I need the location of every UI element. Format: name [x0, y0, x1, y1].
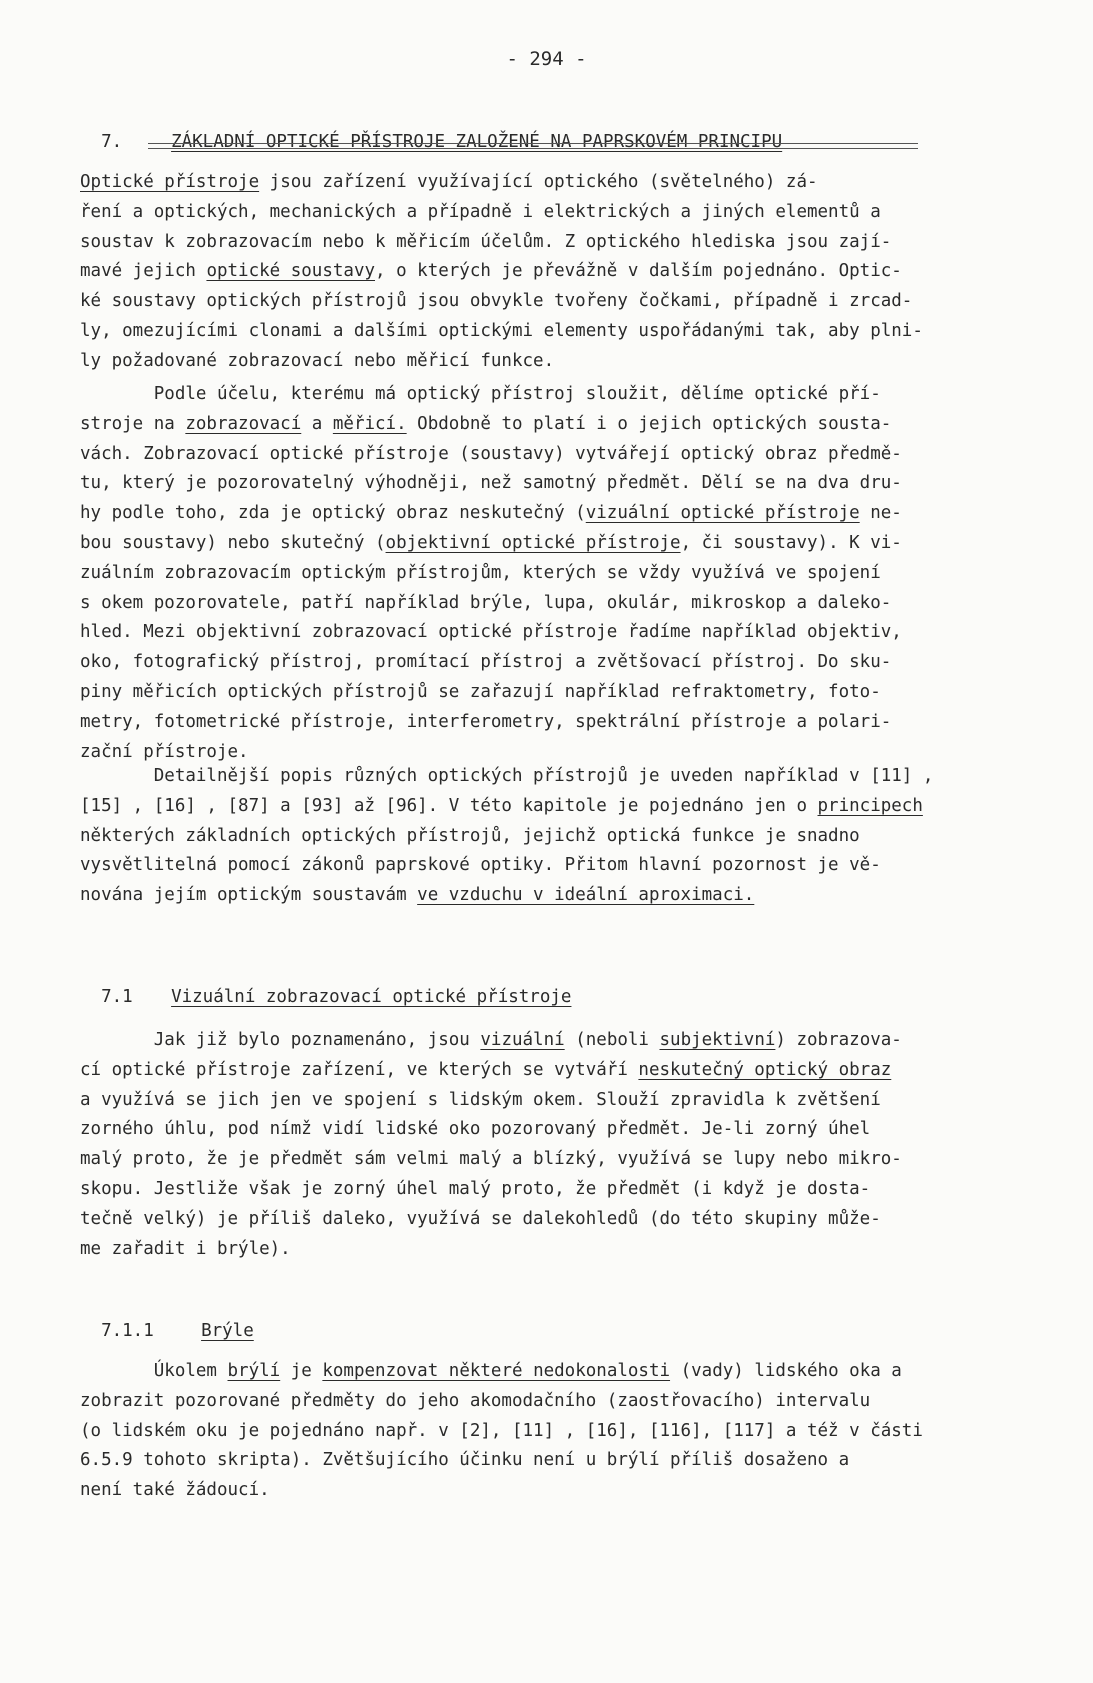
underlined-term: měřicí. — [332, 413, 407, 434]
section-7-1-title: Vizuální zobrazovací optické přístroje — [171, 987, 572, 1007]
text-line — [80, 168, 1045, 198]
text-line — [80, 257, 1045, 287]
text-run: metry, fotometrické přístroje, interferometry, spektrální přístroje a polari- — [80, 711, 892, 732]
section-7-1-heading — [80, 967, 571, 1007]
text-run: ) zobrazova- — [775, 1030, 902, 1050]
text-run: zorného úhlu, pod nímž vidí lidské oko pozorovaný předmět. Je-li zorný úhel — [80, 1119, 871, 1140]
text-run: [15] , [16] , [87] a [93] až [96]. V této kapitole je pojednáno jen o — [80, 795, 818, 816]
underlined-term: principech — [817, 795, 923, 816]
text-run: ly požadované zobrazovací nebo měřicí funkce. — [80, 350, 555, 371]
text-line — [80, 317, 1045, 347]
text-run: Detailnější popis různých optických přístrojů je uveden například v [11] , — [80, 766, 934, 786]
text-run: oko, fotografický přístroj, promítací přístroj a zvětšovací přístroj. Do sku- — [80, 652, 892, 673]
chapter-title: ZÁKLADNÍ OPTICKÉ PŘÍSTROJE ZALOŽENÉ NA PAPRSKOVÉM PRINCIPU — [171, 132, 783, 152]
text-run: piny měřicích optických přístrojů se zařazují například refraktometry, foto- — [80, 681, 881, 702]
underlined-term: kompenzovat některé nedokonalosti — [322, 1361, 671, 1381]
underlined-term: subjektivní — [659, 1030, 776, 1050]
text-line — [80, 1357, 1045, 1387]
text-run: a — [301, 413, 333, 434]
text-run: ne- — [859, 503, 902, 524]
text-run: soustav k zobrazovacím nebo k měřicím účelům. Z optického hlediska jsou zají- — [80, 231, 892, 252]
text-line — [80, 228, 1045, 258]
text-line — [80, 1476, 1045, 1506]
text-run: a využívá se jich jen ve spojení s lidským okem. Slouží zpravidla k zvětšení — [80, 1089, 881, 1110]
text-run: mavé jejich — [80, 261, 207, 282]
text-line — [80, 410, 1045, 440]
underlined-term: vizuální optické přístroje — [585, 503, 860, 524]
text-run: malý proto, že je předmět sám velmi malý a blízký, využívá se lupy nebo mikro- — [80, 1149, 902, 1170]
text-line — [80, 1175, 1045, 1205]
text-run: vách. Zobrazovací optické přístroje (soustavy) vytvářejí optický obraz předmě- — [80, 443, 902, 464]
text-run: s okem pozorovatele, patří například brýle, lupa, okulár, mikroskop a daleko- — [80, 592, 892, 613]
text-line — [80, 648, 1045, 678]
text-line — [80, 822, 1045, 852]
text-line — [80, 678, 1045, 708]
section-7-1-1-title: Brýle — [201, 1321, 254, 1341]
text-line — [80, 851, 1045, 881]
section-7-1-1-number: 7.1.1 — [101, 1321, 154, 1341]
underlined-term: neskutečný optický obraz — [638, 1059, 892, 1080]
text-run: ření a optických, mechanických a případně i elektrických a jiných elementů a — [80, 201, 881, 222]
text-run: ké soustavy optických přístrojů jsou obvykle tvořeny čočkami, případně i zrcad- — [80, 291, 913, 312]
text-run: Podle účelu, kterému má optický přístroj sloužit, dělíme optické pří- — [80, 384, 881, 404]
text-line — [80, 1086, 1045, 1116]
underlined-term: Optické přístroje — [80, 172, 260, 192]
text-run: bou soustavy) nebo skutečný ( — [80, 532, 386, 553]
text-line — [80, 1026, 1045, 1056]
text-run: skopu. Jestliže však je zorný úhel malý proto, že předmět (i když je dosta- — [80, 1178, 871, 1199]
text-run: me zařadit i brýle). — [80, 1238, 291, 1259]
text-line — [80, 618, 1045, 648]
underlined-term: objektivní optické přístroje — [385, 532, 681, 553]
text-run: je — [280, 1361, 323, 1381]
text-run: Úkolem — [80, 1361, 228, 1381]
glasses-paragraph — [80, 1357, 1045, 1506]
text-run: (o lidském oku je pojednáno např. v [2], [11] , [16], [116], [117] a též v části — [80, 1420, 923, 1441]
text-run: ly, omezujícími clonami a dalšími optickými elementy uspořádanými tak, aby plni- — [80, 320, 923, 341]
text-run: zuálním zobrazovacím optickým přístrojům, kterých se vždy využívá ve spojení — [80, 562, 881, 583]
text-run: některých základních optických přístrojů, jejichž optická funkce je snadno — [80, 825, 860, 846]
text-run: hled. Mezi objektivní zobrazovací optické přístroje řadíme například objektiv, — [80, 622, 902, 643]
text-line — [80, 762, 1045, 792]
text-line — [80, 708, 1045, 738]
underlined-term: brýlí — [227, 1361, 281, 1381]
text-run: Obdobně to platí i o jejich optických sousta- — [406, 413, 892, 434]
text-run: (vady) lidského oka a — [670, 1361, 902, 1381]
text-line — [80, 529, 1045, 559]
detail-paragraph — [80, 762, 1045, 911]
text-run: zobrazit pozorované předměty do jeho akomodačního (zaostřovacího) intervalu — [80, 1390, 871, 1411]
text-run: , o kterých je převážně v dalším pojednáno. Optic- — [375, 261, 902, 282]
text-line — [80, 881, 1045, 911]
text-line — [80, 347, 1045, 377]
text-run: nována jejím optickým soustavám — [80, 885, 418, 906]
chapter-number: 7. — [101, 132, 123, 152]
text-line — [80, 1056, 1045, 1086]
text-line — [80, 1387, 1045, 1417]
text-run: vysvětlitelná pomocí zákonů paprskové optiky. Přitom hlavní pozornost je vě- — [80, 855, 881, 876]
text-line — [80, 499, 1045, 529]
text-run: (neboli — [564, 1030, 660, 1050]
text-run: tečně velký) je příliš daleko, využívá se dalekohledů (do této skupiny může- — [80, 1208, 881, 1229]
text-line — [80, 287, 1045, 317]
text-line — [80, 1417, 1045, 1447]
page-number: - 294 - — [506, 48, 587, 70]
underlined-term: ve vzduchu v ideální aproximaci. — [417, 885, 755, 906]
text-run: není také žádoucí. — [80, 1480, 270, 1501]
underlined-term: zobrazovací — [185, 413, 302, 434]
chapter-title-rule — [148, 143, 918, 149]
text-run: stroje na — [80, 413, 186, 434]
text-run: hy podle toho, zda je optický obraz neskutečný ( — [80, 503, 586, 524]
text-line — [80, 469, 1045, 499]
text-line — [80, 198, 1045, 228]
text-run: 6.5.9 tohoto skripta). Zvětšujícího účinku není u brýlí příliš dosaženo a — [80, 1450, 850, 1471]
text-line — [80, 440, 1045, 470]
text-run: , či soustavy). K vi- — [680, 532, 902, 553]
text-line — [80, 1115, 1045, 1145]
text-run: tu, který je pozorovatelný výhodněji, než samotný předmět. Dělí se na dva dru- — [80, 473, 902, 494]
text-run: cí optické přístroje zařízení, ve kterých se vytváří — [80, 1059, 639, 1080]
text-line — [80, 792, 1045, 822]
text-line — [80, 1145, 1045, 1175]
text-line — [80, 1235, 1045, 1265]
text-line — [80, 1205, 1045, 1235]
underlined-term: vizuální — [480, 1030, 565, 1050]
text-line — [80, 589, 1045, 619]
text-run: zační přístroje. — [80, 741, 249, 762]
section-7-1-number: 7.1 — [101, 987, 133, 1007]
visual-paragraph — [80, 1026, 1045, 1264]
intro-paragraph — [80, 168, 1045, 377]
text-line — [80, 1446, 1045, 1476]
purpose-paragraph — [80, 380, 1045, 767]
text-run: Jak již bylo poznamenáno, jsou — [80, 1030, 481, 1050]
text-line — [80, 559, 1045, 589]
text-line — [80, 380, 1045, 410]
section-7-1-1-heading — [80, 1301, 254, 1341]
underlined-term: optické soustavy — [206, 261, 376, 282]
text-run: jsou zařízení využívající optického (světelného) zá- — [259, 172, 818, 192]
